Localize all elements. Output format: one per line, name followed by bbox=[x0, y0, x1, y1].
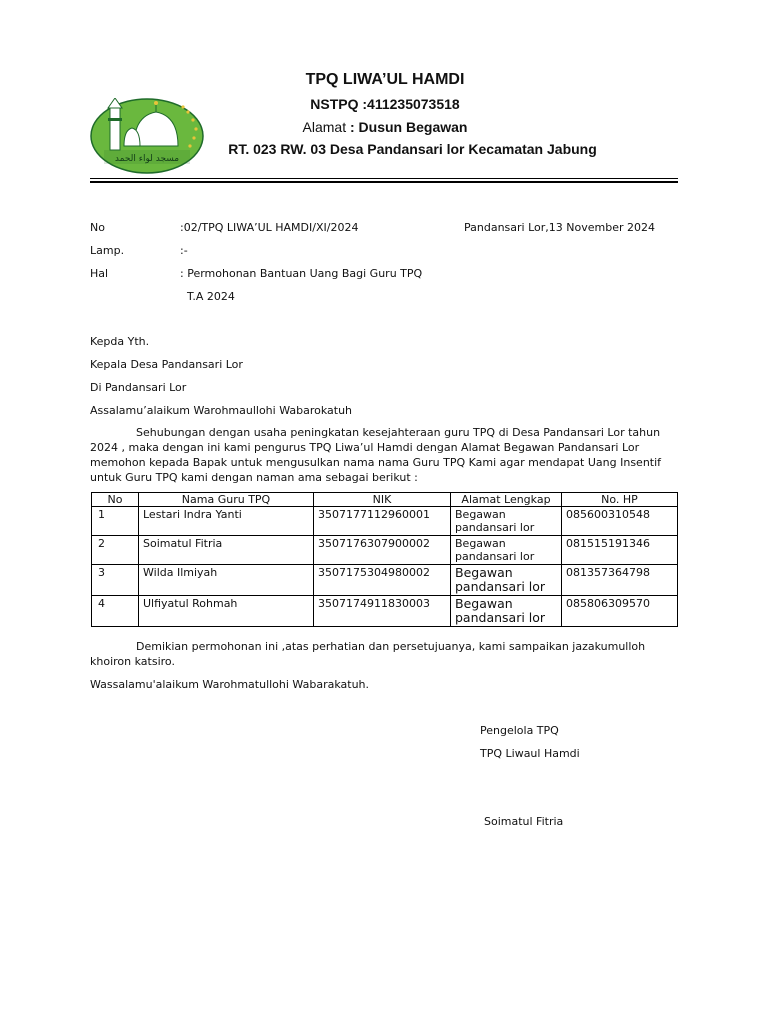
letterhead-divider-thin bbox=[90, 178, 678, 179]
alamat-line2: pandansari lor bbox=[455, 610, 546, 625]
alamat-line2: pandansari lor bbox=[455, 579, 546, 594]
cell-hp: 081515191346 bbox=[562, 536, 678, 565]
cell-alamat bbox=[451, 536, 562, 565]
alamat-line1: Begawan bbox=[455, 508, 506, 521]
table-header-row bbox=[92, 493, 678, 507]
alamat-value: : Dusun Begawan bbox=[350, 119, 468, 135]
table-row bbox=[92, 507, 678, 536]
alamat-line2: pandansari lor bbox=[455, 521, 535, 534]
cell-nik: 3507177112960001 bbox=[314, 507, 451, 536]
cell-nik: 3507175304980002 bbox=[314, 565, 451, 596]
cell-hp: 081357364798 bbox=[562, 565, 678, 596]
cell-nama: Soimatul Fitria bbox=[139, 536, 314, 565]
alamat-line2: pandansari lor bbox=[455, 550, 535, 563]
body-line3: memohon kepada Bapak untuk mengusulkan nama nama Guru TPQ Kami agar mendapat Uang Insentif bbox=[90, 456, 662, 469]
cell-alamat bbox=[451, 596, 562, 627]
table-row bbox=[92, 536, 678, 565]
teachers-table bbox=[91, 492, 678, 627]
header-hp: No. HP bbox=[562, 493, 678, 507]
recipient-line2: Kepala Desa Pandansari Lor bbox=[90, 358, 243, 371]
lamp-label: Lamp. bbox=[90, 244, 125, 257]
alamat-line1: Begawan bbox=[455, 565, 513, 580]
table-row bbox=[92, 596, 678, 627]
cell-alamat bbox=[451, 565, 562, 596]
cell-nama: Lestari Indra Yanti bbox=[139, 507, 314, 536]
no-value: :02/TPQ LIWA’UL HAMDI/XI/2024 bbox=[180, 221, 359, 234]
recipient-line3: Di Pandansari Lor bbox=[90, 381, 187, 394]
signature-role1: Pengelola TPQ bbox=[480, 724, 559, 737]
letterhead-title: TPQ LIWA’UL HAMDI bbox=[305, 71, 465, 88]
header-alamat: Alamat Lengkap bbox=[451, 493, 562, 507]
hal-value: : Permohonan Bantuan Uang Bagi Guru TPQ bbox=[180, 267, 423, 280]
lamp-value: :- bbox=[180, 244, 188, 257]
cell-alamat bbox=[451, 507, 562, 536]
cell-nama: Ulfiyatul Rohmah bbox=[139, 596, 314, 627]
cell-no: 4 bbox=[92, 596, 139, 627]
header-nama: Nama Guru TPQ bbox=[139, 493, 314, 507]
closing-line1: Demikian permohonan ini ,atas perhatian dan persetujuanya, kami sampaikan jazakumulloh bbox=[136, 640, 646, 653]
letterhead-address: RT. 023 RW. 03 Desa Pandansari lor Kecamatan Jabung bbox=[228, 141, 597, 157]
cell-nik: 3507174911830003 bbox=[314, 596, 451, 627]
cell-nama: Wilda Ilmiyah bbox=[139, 565, 314, 596]
signature-role2: TPQ Liwaul Hamdi bbox=[480, 747, 580, 760]
table-row bbox=[92, 565, 678, 596]
no-label: No bbox=[90, 221, 105, 234]
closing-salam: Wassalamu'alaikum Warohmatullohi Wabarakatuh. bbox=[90, 678, 370, 691]
cell-no: 3 bbox=[92, 565, 139, 596]
cell-hp: 085600310548 bbox=[562, 507, 678, 536]
alamat-label: Alamat bbox=[302, 119, 347, 135]
header-nik: NIK bbox=[314, 493, 451, 507]
cell-hp: 085806309570 bbox=[562, 596, 678, 627]
closing-line2: khoiron katsiro. bbox=[90, 655, 175, 668]
body-line1: Sehubungan dengan usaha peningkatan kesejahteraan guru TPQ di Desa Pandansari Lor tahun bbox=[136, 426, 661, 439]
mosque-logo-icon bbox=[90, 98, 204, 176]
signature-name: Soimatul Fitria bbox=[484, 815, 564, 828]
recipient-line1: Kepda Yth. bbox=[90, 335, 150, 348]
header-no: No bbox=[92, 493, 139, 507]
cell-no: 2 bbox=[92, 536, 139, 565]
hal-value-year: T.A 2024 bbox=[187, 290, 235, 303]
alamat-line1: Begawan bbox=[455, 537, 506, 550]
letterhead-nstpq: NSTPQ :411235073518 bbox=[310, 96, 460, 112]
letterhead-alamat bbox=[230, 119, 540, 135]
greeting: Assalamu’alaikum Warohmaullohi Wabarokatuh bbox=[90, 404, 353, 417]
cell-no: 1 bbox=[92, 507, 139, 536]
body-line2: 2024 , maka dengan ini kami pengurus TPQ Liwa’ul Hamdi dengan Alamat Begawan Pandansari Lor bbox=[90, 441, 640, 454]
letterhead-divider-thick bbox=[90, 181, 678, 183]
tpq-logo bbox=[90, 98, 204, 176]
place-date: Pandansari Lor,13 November 2024 bbox=[464, 221, 655, 234]
hal-label: Hal bbox=[90, 267, 109, 280]
cell-nik: 3507176307900002 bbox=[314, 536, 451, 565]
alamat-line1: Begawan bbox=[455, 596, 513, 611]
body-line4: untuk Guru TPQ kami dengan naman ama sebagai berikut : bbox=[90, 471, 418, 484]
logo-text: مسجد لواء الحمد bbox=[114, 154, 180, 164]
